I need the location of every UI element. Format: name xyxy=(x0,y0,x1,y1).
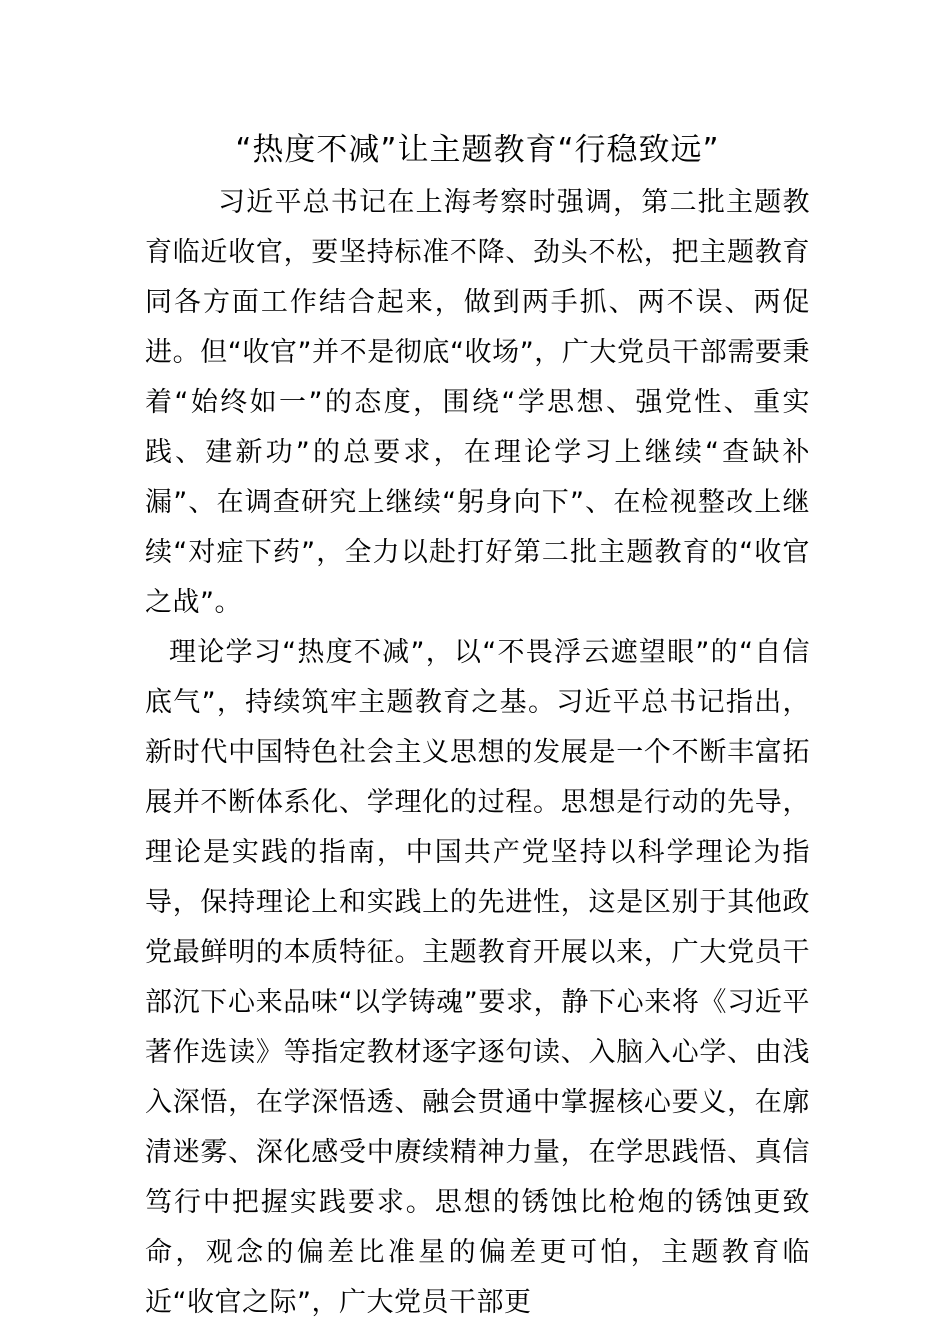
paragraph-intro: 习近平总书记在上海考察时强调，第二批主题教育临近收官，要坚持标准不降、劲头不松，把主题教育同各方面工作结合起来，做到两手抓、两不误、两促进。但“收官”并不是彻底“收场”，广大党员干部需要秉着“始终如一”的态度，围绕“学思想、强党性、重实践、建新功”的总要求，在理论学习上继续“查缺补漏”、在调查研究上继续“躬身向下”、在检视整改上继续“对症下药”，全力以赴打好第二批主题教育的“收官之战”。 xyxy=(145,187,810,618)
document-body xyxy=(145,178,810,1328)
paragraph-theory-study: 理论学习“热度不减”，以“不畏浮云遮望眼”的“自信底气”，持续筑牢主题教育之基。习近平总书记指出，新时代中国特色社会主义思想的发展是一个不断丰富拓展并不断体系化、学理化的过程。思想是行动的先导，理论是实践的指南，中国共产党坚持以科学理论为指导，保持理论上和实践上的先进性，这是区别于其他政党最鲜明的本质特征。主题教育开展以来，广大党员干部沉下心来品味“以学铸魂”要求，静下心来将《习近平著作选读》等指定教材逐字逐句读、入脑入心学、由浅入深悟，在学深悟透、融会贯通中掌握核心要义，在廓清迷雾、深化感受中赓续精神力量，在学思践悟、真信笃行中把握实践要求。思想的锈蚀比枪炮的锈蚀更致命，观念的偏差比准星的偏差更可怕，主题教育临近“收官之际”，广大党员干部更 xyxy=(145,637,810,1318)
document-title: “热度不减”让主题教育“行稳致远” xyxy=(235,132,720,168)
